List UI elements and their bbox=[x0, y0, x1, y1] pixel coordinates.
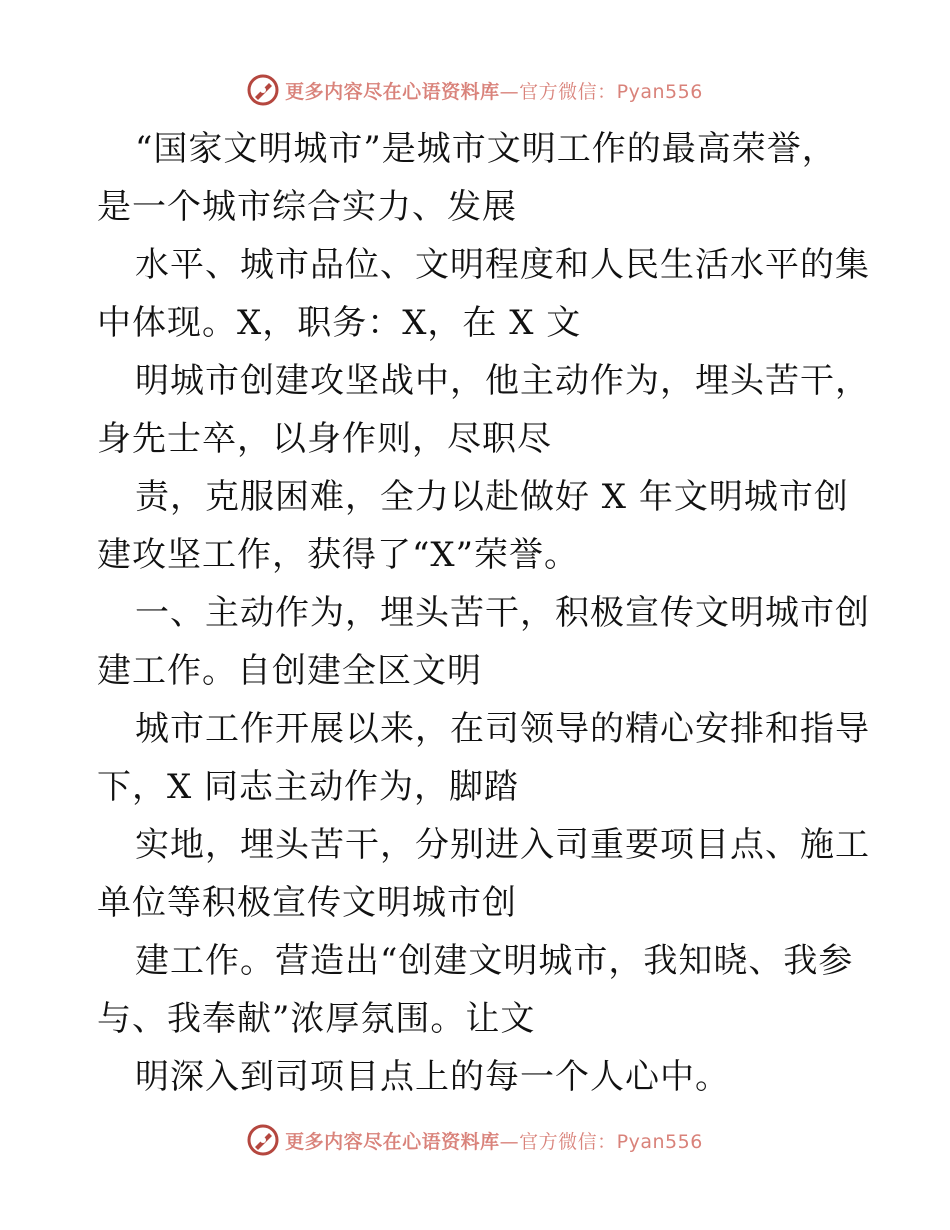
header-watermark bbox=[0, 70, 950, 110]
text-line: 明深入到司项目点上的每一个人心中。 bbox=[135, 1057, 730, 1097]
text-line: 建攻坚工作，获得了“X”荣誉。 bbox=[97, 535, 579, 575]
text-line: 建工作。自创建全区文明 bbox=[97, 651, 482, 691]
text-line: 中体现。X，职务：X，在 X 文 bbox=[97, 303, 582, 343]
document-body bbox=[97, 120, 870, 1106]
pen-logo-icon bbox=[247, 1124, 279, 1156]
pen-logo-icon bbox=[247, 74, 279, 106]
text-line: 水平、城市品位、文明程度和人民生活水平的集 bbox=[135, 245, 870, 285]
text-line: 明城市创建攻坚战中，他主动作为，埋头苦干， bbox=[135, 361, 870, 401]
text-line: 责，克服困难，全力以赴做好 X 年文明城市创 bbox=[135, 477, 849, 517]
text-line: 与、我奉献”浓厚氛围。让文 bbox=[97, 999, 536, 1039]
text-line: 一、主动作为，埋头苦干，积极宣传文明城市创 bbox=[135, 593, 870, 633]
text-line: 下，X 同志主动作为，脚踏 bbox=[97, 767, 520, 807]
watermark-brand: 更多内容尽在心语资料库 bbox=[285, 1130, 500, 1153]
footer-watermark bbox=[0, 1120, 950, 1160]
text-line: 城市工作开展以来，在司领导的精心安排和指导 bbox=[135, 709, 870, 749]
text-line: 单位等积极宣传文明城市创 bbox=[97, 883, 517, 923]
watermark-text bbox=[285, 77, 703, 104]
text-line: 建工作。营造出“创建文明城市，我知晓、我参 bbox=[135, 941, 854, 981]
watermark-contact: —官方微信：Pyan556 bbox=[499, 1130, 703, 1153]
text-line: 实地，埋头苦干，分别进入司重要项目点、施工 bbox=[135, 825, 870, 865]
text-line: 是一个城市综合实力、发展 bbox=[97, 187, 517, 227]
watermark-text bbox=[285, 1127, 703, 1154]
watermark-brand: 更多内容尽在心语资料库 bbox=[285, 80, 500, 103]
text-line: “国家文明城市”是城市文明工作的最高荣誉， bbox=[135, 129, 837, 169]
text-line: 身先士卒，以身作则，尽职尽 bbox=[97, 419, 552, 459]
watermark-contact: —官方微信：Pyan556 bbox=[499, 80, 703, 103]
